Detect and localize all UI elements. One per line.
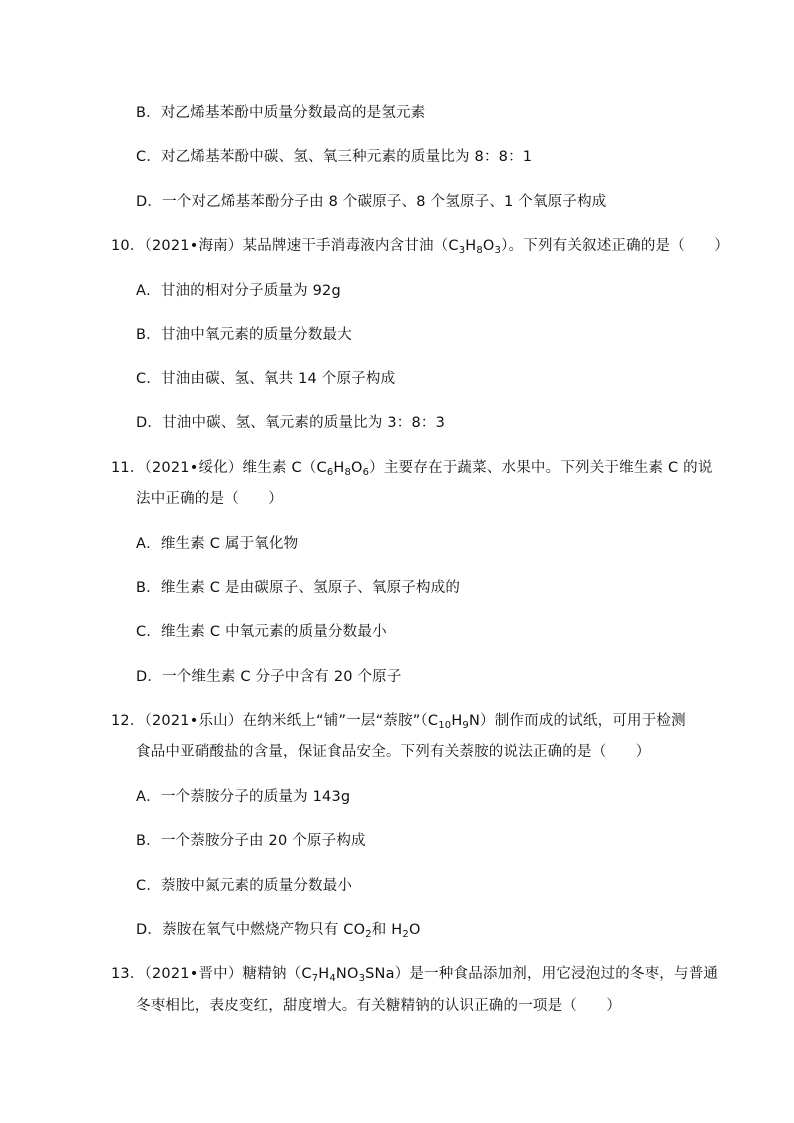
q11-sub-1: 6 [326,467,334,478]
q10-option-d: D．甘油中碳、氢、氧元素的质量比为 3：8：3 [136,415,446,431]
q11-sub-3: 6 [362,467,370,478]
q10-sub-1: 3 [458,245,466,256]
q12-option-d-mid: 和 H [371,922,403,938]
q13-sub-3: 3 [358,973,366,984]
q11-sub-2: 8 [344,467,352,478]
q12-option-d [136,920,421,940]
q13-formula-no: NO [335,966,359,982]
q13-stem-prefix: 13．（2021•晋中）糖精钠（C [111,966,312,982]
q10-option-a: A．甘油的相对分子质量为 92g [136,283,341,299]
q11-stem-line-2: 法中正确的是（ ） [136,491,283,507]
q13-stem-line-2: 冬枣相比，表皮变红，甜度增大。有关糖精钠的认识正确的一项是（ ） [136,998,622,1014]
q12-option-c: C．萘胺中氮元素的质量分数最小 [136,878,353,894]
q11-option-c: C．维生素 C 中氧元素的质量分数最小 [136,624,387,640]
q10-formula-h: H [465,238,477,254]
q11-formula-o: O [351,460,363,476]
q10-formula-o: O [482,238,495,254]
q11-stem-prefix: 11．（2021•绥化）维生素 C（C [111,460,327,476]
q10-sub-3: 3 [494,245,502,256]
q10-stem-suffix: ）。下列有关叙述正确的是（ ） [501,238,730,254]
q13-stem-suffix: SNa）是一种食品添加剂，用它浸泡过的冬枣，与普通 [365,966,719,982]
q12-option-d-sub-2: 2 [402,929,409,940]
q12-stem [111,711,686,731]
q12-option-d-prefix: D．萘胺在氧气中燃烧产物只有 CO [136,922,366,938]
q10-option-b: B．甘油中氧元素的质量分数最大 [136,327,352,343]
q11-option-a: A．维生素 C 属于氧化物 [136,536,299,552]
q13-stem [111,964,718,984]
q12-formula-h: H [451,713,463,729]
q12-option-a: A．一个萘胺分子的质量为 143g [136,789,351,805]
q13-formula-h: H [318,966,330,982]
q12-option-d-sub-1: 2 [365,929,372,940]
q11-option-d: D．一个维生素 C 分子中含有 20 个原子 [136,669,402,685]
q10-stem [111,236,729,256]
q12-option-b: B．一个萘胺分子由 20 个原子构成 [136,833,366,849]
q11-formula-h: H [333,460,345,476]
q12-stem-suffix: N）制作而成的试纸，可用于检测 [468,713,686,729]
q11-stem-suffix: ）主要存在于蔬菜、水果中。下列关于维生素 C 的说 [369,460,713,476]
q10-option-c: C．甘油由碳、氢、氧共 14 个原子构成 [136,371,396,387]
q9-option-b: B．对乙烯基苯酚中质量分数最高的是氢元素 [136,105,426,121]
q13-sub-2: 4 [329,973,336,984]
q9-option-c: C．对乙烯基苯酚中碳、氢、氧三种元素的质量比为 8：8：1 [136,149,533,165]
q12-sub-2: 9 [462,720,469,731]
q12-option-d-suffix: O [408,922,421,938]
q10-stem-prefix: 10．（2021•海南）某品牌速干手消毒液内含甘油（C [111,238,459,254]
q12-stem-line-2: 食品中亚硝酸盐的含量，保证食品安全。下列有关萘胺的说法正确的是（ ） [136,744,651,760]
q13-sub-1: 7 [311,973,319,984]
q12-sub-1: 10 [438,720,452,731]
q11-option-b: B．维生素 C 是由碳原子、氢原子、氧原子构成的 [136,580,461,596]
q11-stem [111,458,713,478]
q9-option-d: D．一个对乙烯基苯酚分子由 8 个碳原子、8 个氢原子、1 个氧原子构成 [136,194,607,210]
q12-stem-prefix: 12．（2021•乐山）在纳米纸上“铺”一层“萘胺”（C [111,713,439,729]
q10-sub-2: 8 [476,245,483,256]
